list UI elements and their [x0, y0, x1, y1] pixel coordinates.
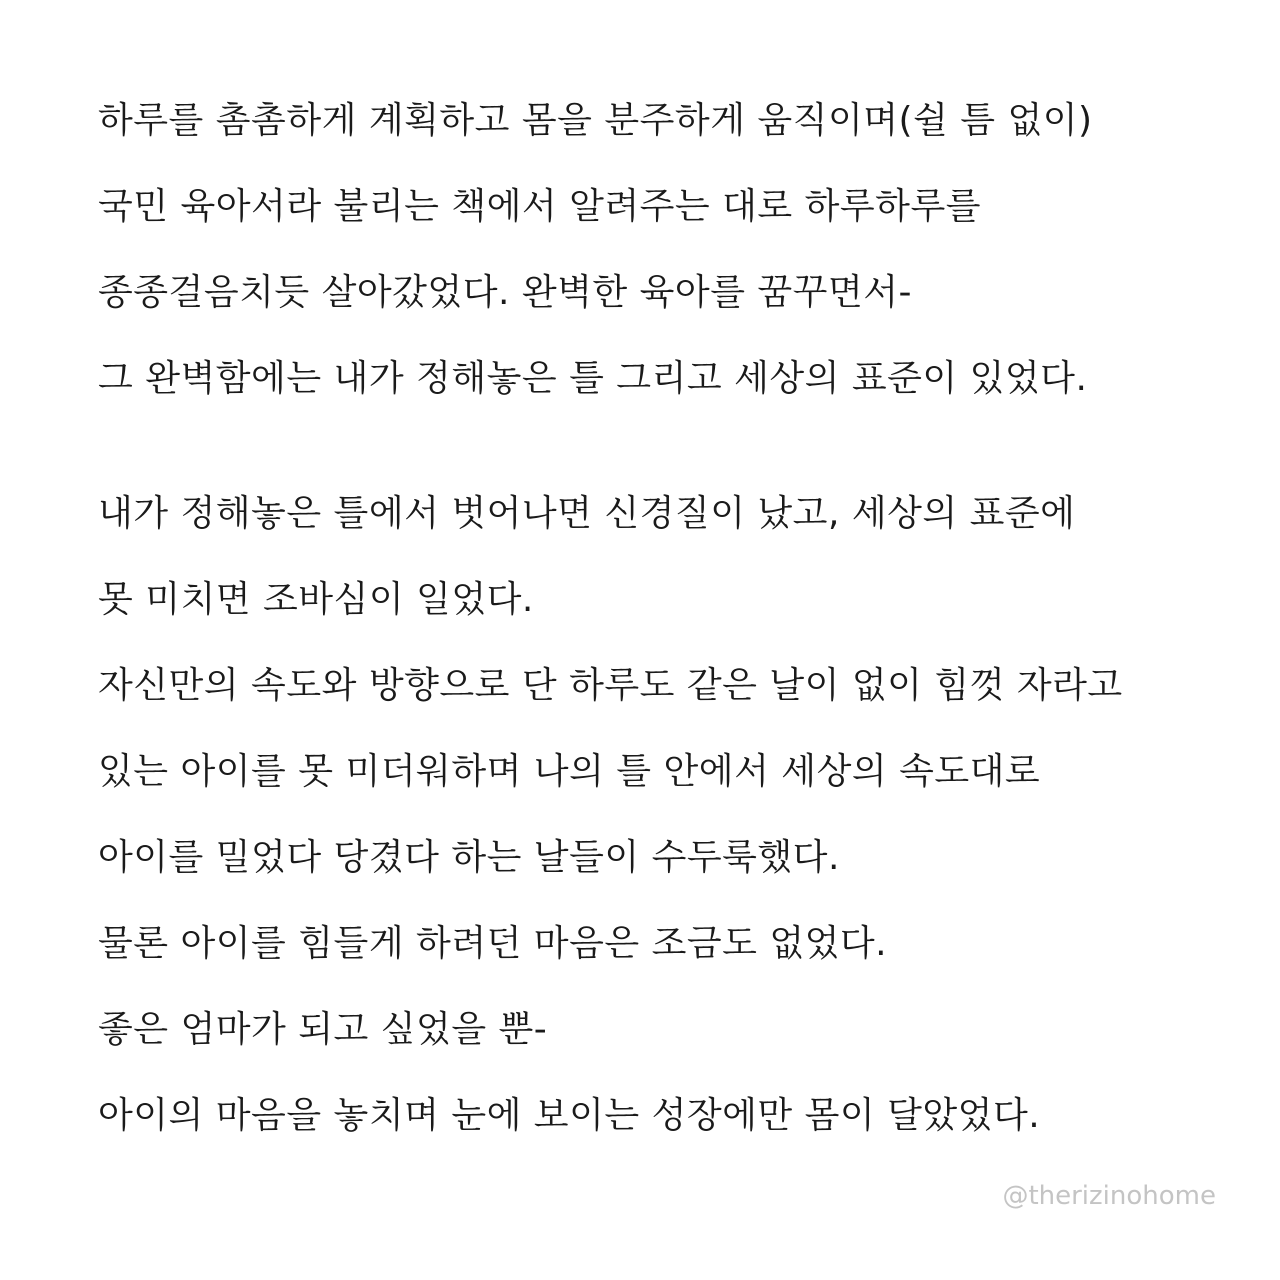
paragraph2-line-1: 내가 정해놓은 틀에서 벗어나면 신경질이 났고, 세상의 표준에 — [98, 493, 1076, 534]
watermark: @therizinohome — [1002, 1181, 1216, 1211]
paragraph2-line-8: 아이의 마음을 놓치며 눈에 보이는 성장에만 몸이 달았었다. — [98, 1095, 1041, 1136]
paragraph1-line-2: 국민 육아서라 불리는 책에서 알려주는 대로 하루하루를 — [98, 186, 982, 227]
paragraph1-line-1: 하루를 촘촘하게 계획하고 몸을 분주하게 움직이며(쉴 틈 없이) — [98, 100, 1093, 141]
paragraph2-line-4: 있는 아이를 못 미더워하며 나의 틀 안에서 세상의 속도대로 — [98, 751, 1041, 792]
paragraph2-line-7: 좋은 엄마가 되고 싶었을 뿐- — [98, 1009, 548, 1050]
paragraph2-line-6: 물론 아이를 힘들게 하려던 마음은 조금도 없었다. — [98, 923, 888, 964]
paragraph1-line-3: 종종걸음치듯 살아갔었다. 완벽한 육아를 꿈꾸면서- — [98, 272, 913, 313]
paragraph2-line-2: 못 미치면 조바심이 일었다. — [98, 579, 534, 620]
paragraph1-line-4: 그 완벽함에는 내가 정해놓은 틀 그리고 세상의 표준이 있었다. — [98, 358, 1088, 399]
paragraph2-line-5: 아이를 밀었다 당겼다 하는 날들이 수두룩했다. — [98, 837, 840, 878]
paragraph2-line-3: 자신만의 속도와 방향으로 단 하루도 같은 날이 없이 힘껏 자라고 — [98, 665, 1123, 706]
